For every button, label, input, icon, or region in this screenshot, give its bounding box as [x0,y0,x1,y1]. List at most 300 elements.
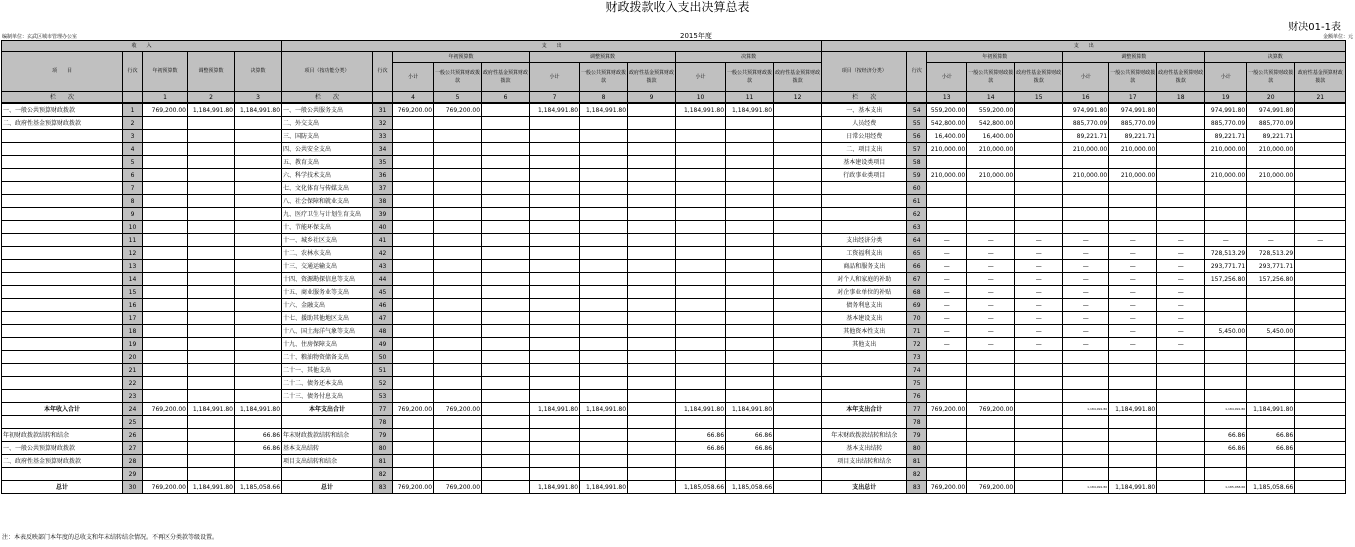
func-value [676,247,726,260]
econ-value [967,468,1015,481]
func-value [482,429,530,442]
func-value [434,364,482,377]
adjusted-header: 调整预算数 [1063,52,1205,63]
func-value [628,377,676,390]
func-value [676,338,726,351]
econ-item: 商品和服务支出 [822,260,907,273]
econ-value: — [967,338,1015,351]
func-value [628,182,676,195]
func-value [628,195,676,208]
income-value [188,143,235,156]
table-row [2,442,1346,455]
econ-value [1109,390,1157,403]
table-row [2,195,1346,208]
func-value [393,468,434,481]
line-number: 61 [907,195,927,208]
func-value [434,390,482,403]
line-number: 78 [373,416,393,429]
econ-value [927,351,967,364]
econ-value [1109,429,1157,442]
income-value [143,169,188,182]
line-number: 48 [373,325,393,338]
func-value [393,390,434,403]
income-value [188,338,235,351]
line-number: 50 [373,351,393,364]
func-item: 十一、城乡社区支出 [282,234,373,247]
line-number: 25 [123,416,143,429]
table-row [2,455,1346,468]
func-value [482,416,530,429]
econ-value [967,182,1015,195]
line-number: 27 [123,442,143,455]
func-value [530,468,580,481]
func-value [676,143,726,156]
econ-item: 工资福利支出 [822,247,907,260]
func-value [580,143,628,156]
econ-value [1205,221,1247,234]
income-value [143,156,188,169]
func-value [774,377,822,390]
income-value [235,286,282,299]
func-value [726,364,774,377]
econ-item: 年末财政拨款结转和结余 [822,429,907,442]
func-value [774,169,822,182]
func-value [482,156,530,169]
line-number: 57 [907,143,927,156]
econ-value [1157,403,1205,416]
func-value [726,273,774,286]
func-value [676,416,726,429]
econ-value: — [1157,286,1205,299]
econ-value [927,182,967,195]
func-value [774,143,822,156]
econ-value: — [1063,312,1109,325]
income-value: 1,184,991.80 [235,403,282,416]
econ-value [967,221,1015,234]
line-number: 2 [123,117,143,130]
func-value [580,247,628,260]
func-value [530,273,580,286]
income-value [188,156,235,169]
econ-value: 157,256.80 [1205,273,1247,286]
page-title: 财政拨款收入支出决算总表 [605,0,750,14]
col-number: 2 [188,92,235,104]
func-value [774,286,822,299]
econ-value [1247,208,1295,221]
func-value [726,130,774,143]
income-value: 1,184,991.80 [188,403,235,416]
func-value [580,325,628,338]
table-row [2,364,1346,377]
income-value: 769,200.00 [143,403,188,416]
subhead-subtotal: 小计 [393,63,434,92]
econ-value [1109,351,1157,364]
econ-value: 974,991.80 [1247,103,1295,117]
table-row [2,338,1346,351]
econ-value [1205,299,1247,312]
econ-value [1063,221,1109,234]
col-blank [907,92,927,104]
col-number: 15 [1015,92,1063,104]
table-row [2,351,1346,364]
func-value [482,312,530,325]
line-number: 39 [373,208,393,221]
func-value [434,286,482,299]
func-value [628,273,676,286]
func-value [726,221,774,234]
econ-item: 其他资本性支出 [822,325,907,338]
func-value: 66.86 [726,429,774,442]
econ-value [1295,169,1346,182]
func-value [580,390,628,403]
subhead-gov-fund: 政府性基金预算财政拨款 [628,63,676,92]
line-number: 21 [123,364,143,377]
table-row [2,247,1346,260]
line-number: 68 [907,286,927,299]
func-value [482,260,530,273]
func-value [580,286,628,299]
income-item [2,143,123,156]
income-item [2,390,123,403]
econ-value: 293,771.71 [1247,260,1295,273]
col-number: 8 [580,92,628,104]
func-value [580,234,628,247]
econ-value [1015,208,1063,221]
econ-value: 1,184,991.80 [1109,481,1157,494]
func-value: 1,184,991.80 [530,403,580,416]
econ-value [1205,286,1247,299]
table-row [2,403,1346,416]
econ-item: 基本建设类项目 [822,156,907,169]
func-value [530,195,580,208]
final-header: 决算数 [235,52,282,92]
econ-value: — [967,260,1015,273]
income-value [143,247,188,260]
func-value [393,377,434,390]
income-value [143,221,188,234]
func-value [676,195,726,208]
econ-item [822,416,907,429]
income-item [2,130,123,143]
col-number: 17 [1109,92,1157,104]
func-value [580,169,628,182]
func-value [530,338,580,351]
econ-value: — [1015,338,1063,351]
line-number: 63 [907,221,927,234]
func-value [628,143,676,156]
func-value [774,156,822,169]
income-value [143,442,188,455]
income-item [2,299,123,312]
col-number: 10 [676,92,726,104]
income-value [188,468,235,481]
func-value [628,325,676,338]
line-number: 64 [907,234,927,247]
func-item: 年末财政拨款结转和结余 [282,429,373,442]
income-value [143,208,188,221]
form-number: 财决01-1表 [1288,22,1341,33]
func-value [580,260,628,273]
econ-value [967,442,1015,455]
econ-value: — [1109,312,1157,325]
func-value [676,377,726,390]
line-number: 14 [123,273,143,286]
econ-value [1109,364,1157,377]
income-item [2,312,123,325]
econ-value [1063,208,1109,221]
econ-value [927,416,967,429]
econ-value: — [1157,325,1205,338]
econ-item [822,195,907,208]
income-value [188,390,235,403]
func-value: 769,200.00 [434,403,482,416]
func-value [628,117,676,130]
func-value [530,351,580,364]
table-row [2,312,1346,325]
econ-item [822,377,907,390]
econ-value [1015,377,1063,390]
func-value [434,130,482,143]
func-value [482,299,530,312]
func-value [482,182,530,195]
line-number: 65 [907,247,927,260]
func-value [530,143,580,156]
line-number: 81 [907,455,927,468]
func-value [580,455,628,468]
func-value [434,208,482,221]
func-value [628,364,676,377]
income-value [235,195,282,208]
econ-value [1247,195,1295,208]
econ-item [822,468,907,481]
econ-value [1109,208,1157,221]
table-row [2,156,1346,169]
econ-value: 89,221.71 [1063,130,1109,143]
func-value [482,103,530,117]
econ-item: 对个人和家庭的补助 [822,273,907,286]
line-number: 77 [373,403,393,416]
income-item [2,273,123,286]
econ-item: 对企事业单位的补贴 [822,286,907,299]
line-number: 29 [123,468,143,481]
income-value [188,364,235,377]
func-value [434,429,482,442]
econ-value [1109,455,1157,468]
income-value [235,182,282,195]
func-value [774,195,822,208]
econ-value [1295,117,1346,130]
table-row [2,169,1346,182]
econ-value [967,208,1015,221]
func-value: 1,184,991.80 [530,481,580,494]
col-number: 20 [1247,92,1295,104]
econ-value [1015,103,1063,117]
func-value [580,221,628,234]
econ-value: — [1015,299,1063,312]
econ-value: — [1063,325,1109,338]
econ-value [1295,338,1346,351]
func-value [580,195,628,208]
func-value [434,156,482,169]
income-value: 1,184,991.80 [188,481,235,494]
econ-item: 其他支出 [822,338,907,351]
econ-value: — [967,273,1015,286]
econ-value: 293,771.71 [1205,260,1247,273]
line-number: 5 [123,156,143,169]
func-value [580,273,628,286]
func-value [726,286,774,299]
table-row [2,377,1346,390]
econ-item [822,364,907,377]
econ-item [822,221,907,234]
econ-value: — [927,247,967,260]
line-number: 34 [373,143,393,156]
income-value [188,455,235,468]
income-value [143,273,188,286]
econ-value [927,455,967,468]
econ-value: 769,200.00 [927,481,967,494]
income-item [2,351,123,364]
func-value [774,221,822,234]
econ-value [1295,286,1346,299]
line-number: 51 [373,364,393,377]
econ-value [1015,221,1063,234]
func-item: 十七、援助其他地区支出 [282,312,373,325]
income-value [235,260,282,273]
line-number: 83 [373,481,393,494]
income-item [2,195,123,208]
subhead-general-fund: 一般公共预算财政拨款 [1109,63,1157,92]
econ-value [1063,156,1109,169]
header-row-1 [2,41,1346,52]
col-number: 11 [726,92,774,104]
line-header: 行次 [373,52,393,92]
econ-value: — [967,286,1015,299]
func-value [676,351,726,364]
func-value [530,429,580,442]
func-value [530,208,580,221]
func-item [282,468,373,481]
econ-value [1015,169,1063,182]
econ-value [1015,117,1063,130]
econ-value: 1,185,058.66 [1247,481,1295,494]
func-value [676,286,726,299]
table-row [2,221,1346,234]
econ-value [1063,182,1109,195]
func-value [393,247,434,260]
func-value [726,468,774,481]
func-value [482,351,530,364]
income-item: 一、一般公共预算财政拨款 [2,103,123,117]
func-value [676,234,726,247]
econ-value [1295,325,1346,338]
econ-value [1157,442,1205,455]
econ-value: — [1157,234,1205,247]
func-value [774,103,822,117]
func-value: 1,185,058.66 [726,481,774,494]
func-value [580,468,628,481]
econ-value [1157,455,1205,468]
func-value [434,312,482,325]
line-number: 81 [373,455,393,468]
subhead-subtotal: 小计 [676,63,726,92]
subhead-general-fund: 一般公共预算财政拨款 [1247,63,1295,92]
func-value [393,299,434,312]
econ-value [1247,390,1295,403]
econ-value: 769,200.00 [967,403,1015,416]
econ-value [1295,416,1346,429]
func-item: 六、科学技术支出 [282,169,373,182]
func-value: 66.86 [726,442,774,455]
income-value: 66.86 [235,442,282,455]
econ-value: — [927,273,967,286]
func-value [726,299,774,312]
func-value [726,182,774,195]
budget-table [1,40,1346,494]
table-row [2,286,1346,299]
table-row [2,299,1346,312]
income-value [235,364,282,377]
econ-item: 基本建设支出 [822,312,907,325]
income-header: 收 入 [2,41,282,52]
econ-value: 66.86 [1205,442,1247,455]
column-number-row [2,92,1346,104]
table-row [2,182,1346,195]
line-number: 32 [373,117,393,130]
econ-value: 210,000.00 [1247,169,1295,182]
func-value [676,390,726,403]
func-value [530,377,580,390]
econ-value: 728,513.29 [1205,247,1247,260]
line-number: 24 [123,403,143,416]
line-number: 70 [907,312,927,325]
func-value [726,325,774,338]
income-item [2,260,123,273]
func-item: 十九、住房保障支出 [282,338,373,351]
econ-value [967,390,1015,403]
econ-value [1157,468,1205,481]
econ-item: 日常公用经费 [822,130,907,143]
func-value [530,234,580,247]
econ-value: 542,800.00 [927,117,967,130]
econ-value [1015,143,1063,156]
report-year: 2015年度 [680,32,712,40]
func-value [434,143,482,156]
econ-value [1205,390,1247,403]
func-value [580,351,628,364]
line-number: 18 [123,325,143,338]
econ-item-header: 项目（按经济分类） [822,52,907,92]
econ-value: 210,000.00 [1247,143,1295,156]
income-value [188,195,235,208]
func-item: 五、教育支出 [282,156,373,169]
col-label: 栏 次 [2,92,123,104]
econ-value [967,416,1015,429]
econ-value [1295,221,1346,234]
line-number: 76 [907,390,927,403]
col-blank [123,92,143,104]
econ-item: 基本支出结转 [822,442,907,455]
econ-value: 66.86 [1247,429,1295,442]
econ-value [1295,377,1346,390]
func-value [726,117,774,130]
func-value: 769,200.00 [434,103,482,117]
line-number: 4 [123,143,143,156]
func-value [580,117,628,130]
econ-value [1015,468,1063,481]
econ-value [1247,286,1295,299]
line-number: 6 [123,169,143,182]
